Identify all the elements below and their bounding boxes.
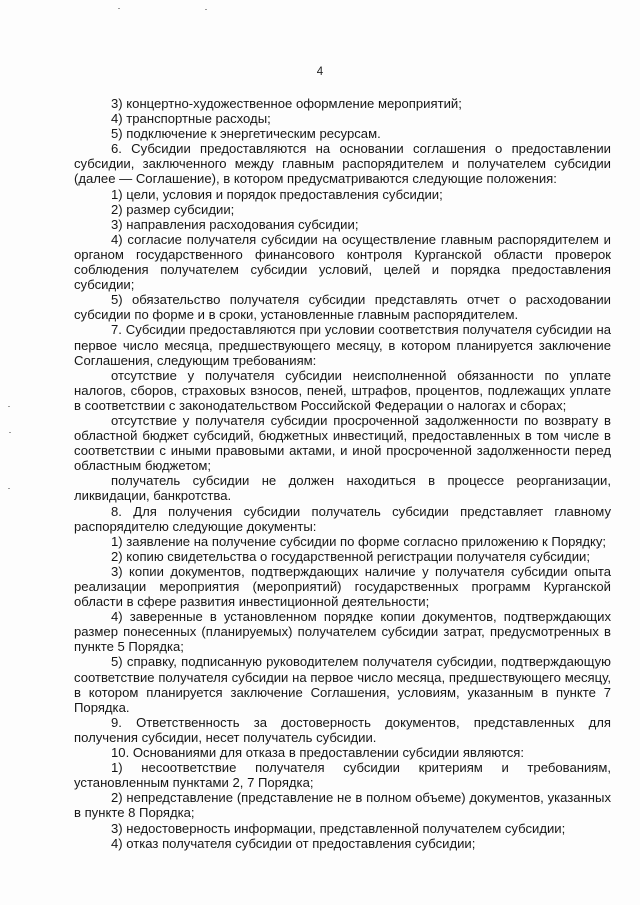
paragraph: 3) недостоверность информации, представленной получателем субсидии; [111,820,566,836]
paragraph: 3) копии документов, подтверждающих наличие у получателя субсидии опыта реализации мероприятия (мероприятий) государственных программ Курганской области в сфере развития инвестиционной деятельности; [74,563,611,610]
paragraph: 5) справку, подписанную руководителем получателя субсидии, подтверждающую соответствие получателя субсидии на первое число месяца, предшествующего месяцу, в котором планируется заключение Соглашения, условиям, указанным в пункте 7 Порядка. [74,654,611,715]
paragraph: 9. Ответственность за достоверность документов, представленных для получения субсидии, несет получатель субсидии. [74,714,611,745]
scan-speck [205,9,207,10]
paragraph: 1) заявление на получение субсидии по форме согласно приложению к Порядку; [111,533,607,549]
paragraph: 1) цели, условия и порядок предоставления субсидии; [111,186,443,202]
page-number: 4 [316,66,324,78]
paragraph: 1) несоответствие получателя субсидии критериям и требованиям, установленным пунктами 2, 7 Порядка; [74,760,611,791]
paragraph: 3) концертно-художественное оформление мероприятий; [111,96,462,111]
scan-speck [118,8,120,9]
paragraph: 2) непредставление (представление не в полном объеме) документов, указанных в пункте 8 Порядка; [74,790,611,821]
paragraph: 10. Основаниями для отказа в предоставлении субсидии являются: [111,745,524,761]
document-body [74,96,611,851]
paragraph: получатель субсидии не должен находиться в процессе реорганизации, ликвидации, банкротства. [74,473,611,504]
paragraph: 2) копию свидетельства о государственной регистрации получателя субсидии; [111,548,590,564]
paragraph: 6. Субсидии предоставляются на основании соглашения о предоставлении субсидии, заключенного между главным распорядителем и получателем субсидии (далее — Соглашение), в котором предусматриваются следующие положения: [74,141,611,187]
paragraph: 4) транспортные расходы; [111,111,271,127]
paragraph: 5) подключение к энергетическим ресурсам. [111,126,381,142]
paragraph: отсутствие у получателя субсидии просроченной задолженности по возврату в областной бюджет субсидий, бюджетных инвестиций, предоставленных в том числе в соответствии с иными правовыми актами, и иной просроченной задолженности перед областным бюджетом; [74,412,611,474]
paragraph: 8. Для получения субсидии получатель субсидии представляет главному распорядителю следующие документы: [74,503,611,534]
paragraph: 4) согласие получателя субсидии на осуществление главным распорядителем и органом государственного финансового контроля Курганской области проверок соблюдения получателем субсидии условий, целей и порядка предоставления субсидии; [74,231,611,293]
paragraph: 4) отказ получателя субсидии от предоставления субсидии; [111,835,476,851]
scan-speck [9,432,11,433]
paragraph: 5) обязательство получателя субсидии представлять отчет о расходовании субсидии по форме и в сроки, установленные главным распорядителем. [74,292,611,323]
paragraph: 4) заверенные в установленном порядке копии документов, подтверждающих размер понесенных (планируемых) получателем субсидии затрат, предусмотренных в пункте 5 Порядка; [74,609,611,655]
scan-speck [8,406,10,407]
paragraph: 2) размер субсидии; [111,201,235,217]
paragraph: отсутствие у получателя субсидии неисполненной обязанности по уплате налогов, сборов, страховых взносов, пеней, штрафов, процентов, подлежащих уплате в соответствии с законодательством Российской Федерации о налогах и сборах; [74,367,611,413]
scan-speck [8,488,10,489]
paragraph: 7. Субсидии предоставляются при условии соответствия получателя субсидии на первое число месяца, предшествующего месяцу, в котором планируется заключение Соглашения, следующим требованиям: [74,322,611,368]
paragraph: 3) направления расходования субсидии; [111,216,359,232]
